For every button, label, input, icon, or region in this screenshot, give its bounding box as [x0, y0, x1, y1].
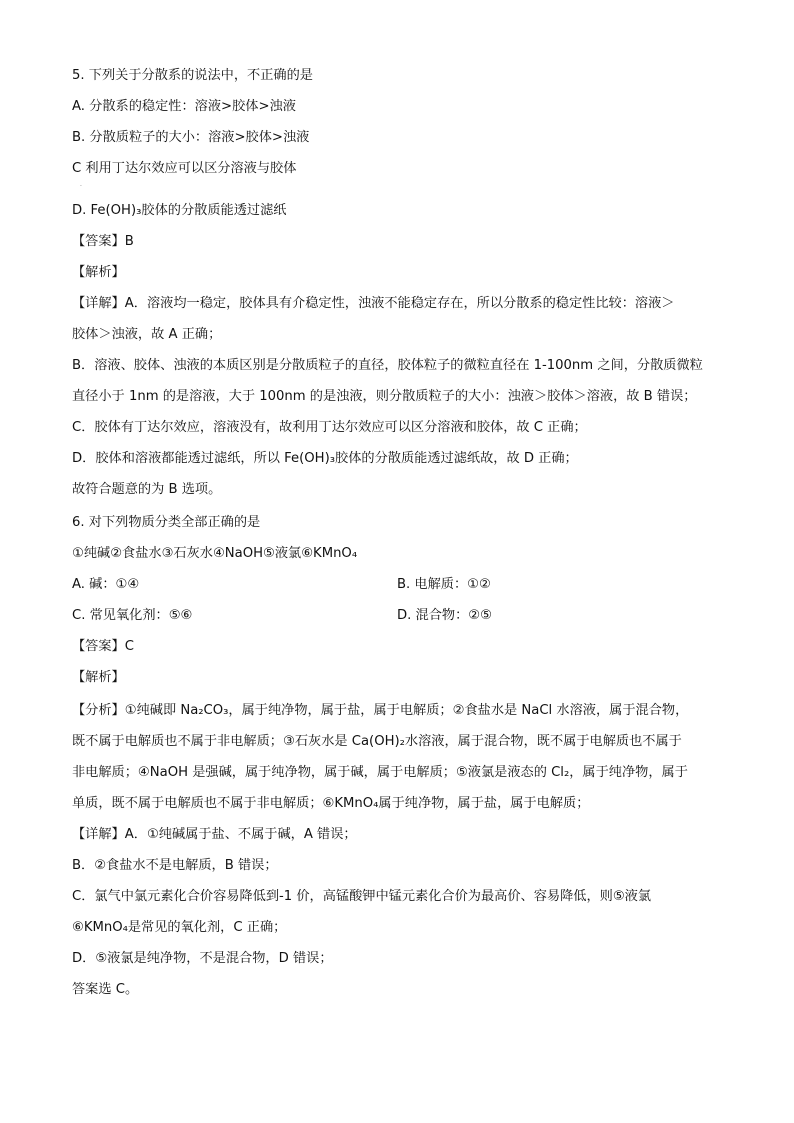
q6-detail-line: 【详解】A．①纯碱属于盐、不属于碱，A 错误；	[72, 827, 357, 842]
q6-detail-line: B．②食盐水不是电解质，B 错误；	[72, 858, 278, 873]
q6-option-d: D. 混合物：②⑤	[397, 608, 492, 623]
q6-answer: 【答案】C	[72, 639, 134, 654]
q6-option-a: A. 碱：①④	[72, 577, 140, 592]
q5-option-a: A. 分散系的稳定性：溶液>胶体>浊液	[72, 99, 296, 114]
q5-detail-line: B．溶液、胶体、浊液的本质区别是分散质粒子的直径，胶体粒子的微粒直径在 1-100nm 之间，分散质微粒	[72, 358, 703, 373]
q6-conclusion: 答案选 C。	[72, 982, 139, 997]
q5-detail-line: 【详解】A．溶液均一稳定，胶体具有介稳定性，浊液不能稳定存在，所以分散系的稳定性比较：溶液＞	[72, 296, 675, 311]
q5-detail-line: 胶体＞浊液，故 A 正确；	[72, 327, 222, 342]
q5-stem: 5. 下列关于分散系的说法中，不正确的是	[72, 68, 313, 83]
q5-answer: 【答案】B	[72, 234, 134, 249]
q6-analysis-line: 单质，既不属于电解质也不属于非电解质；⑥KMnO₄属于纯净物，属于盐，属于电解质；	[72, 796, 590, 811]
q5-option-c: C 利用丁达尔效应可以区分溶液与胶体	[72, 161, 297, 176]
q6-detail-line: ⑥KMnO₄是常见的氧化剂，C 正确；	[72, 920, 287, 935]
q6-analysis-line: 既不属于电解质也不属于非电解质；③石灰水是 Ca(OH)₂水溶液，属于混合物，既不属于电解质也不属于	[72, 734, 682, 749]
q5-detail-line: C．胶体有丁达尔效应，溶液没有，故利用丁达尔效应可以区分溶液和胶体，故 C 正确；	[72, 420, 587, 435]
q5-detail-line: D．胶体和溶液都能透过滤纸，所以 Fe(OH)₃胶体的分散质能透过滤纸故，故 D 正确；	[72, 451, 578, 466]
q6-stem: 6. 对下列物质分类全部正确的是	[72, 515, 261, 530]
q5-detail-line: 直径小于 1nm 的是溶液，大于 100nm 的是浊液，则分散质粒子的大小：浊液＞胶体＞溶液，故 B 错误；	[72, 389, 697, 404]
q5-analysis-label: 【解析】	[72, 265, 125, 280]
q6-analysis-line: 非电解质；④NaOH 是强碱，属于纯净物，属于碱，属于电解质；⑤液氯是液态的 Cl₂，属于纯净物，属于	[72, 765, 688, 780]
q6-analysis-label: 【解析】	[72, 670, 125, 685]
stray-dot: ·	[80, 183, 82, 190]
q6-items: ①纯碱②食盐水③石灰水④NaOH⑤液氯⑥KMnO₄	[72, 546, 358, 561]
q6-option-c: C. 常见氧化剂：⑤⑥	[72, 608, 193, 623]
q5-option-d: D. Fe(OH)₃胶体的分散质能透过滤纸	[72, 203, 287, 218]
q6-detail-line: D．⑤液氯是纯净物，不是混合物，D 错误；	[72, 951, 333, 966]
q6-analysis-line: 【分析】①纯碱即 Na₂CO₃，属于纯净物，属于盐，属于电解质；②食盐水是 NaCl 水溶液，属于混合物，	[72, 703, 689, 718]
q6-option-b: B. 电解质：①②	[397, 577, 491, 592]
q5-option-b: B. 分散质粒子的大小：溶液>胶体>浊液	[72, 130, 310, 145]
q6-detail-line: C．氯气中氯元素化合价容易降低到-1 价，高锰酸钾中锰元素化合价为最高价、容易降低，则⑤液氯	[72, 889, 652, 904]
q5-conclusion: 故符合题意的为 B 选项。	[72, 482, 222, 497]
